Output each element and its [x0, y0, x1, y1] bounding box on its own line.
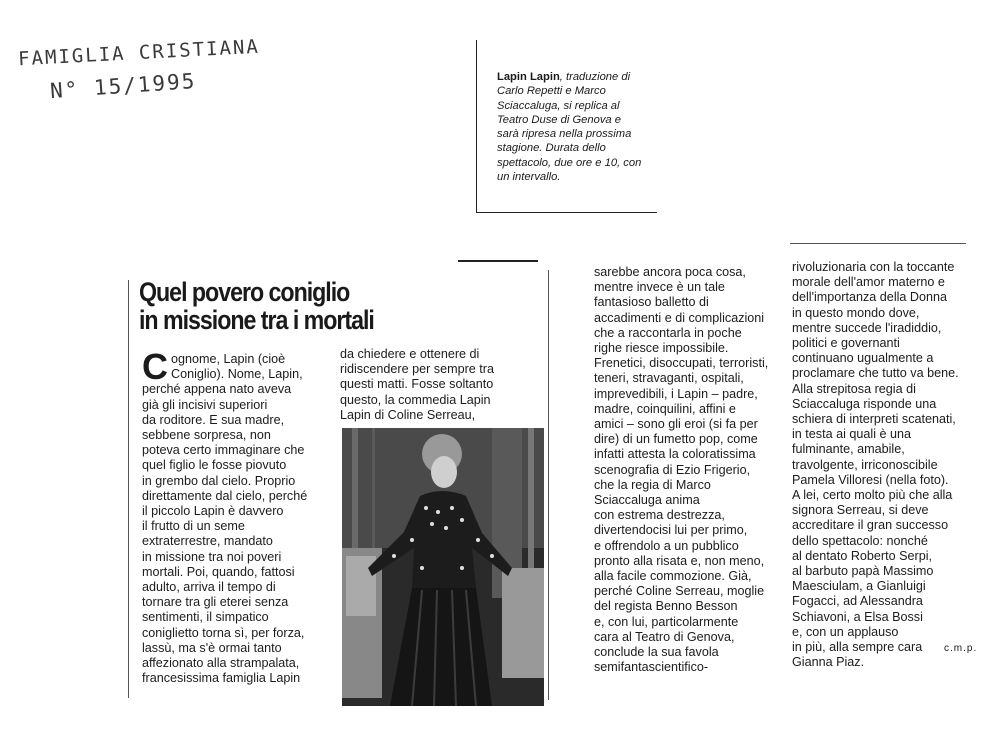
- text-line: scenografia di Ezio Frigerio,: [594, 462, 751, 477]
- text-line: madre, coinquilini, affini e: [594, 401, 736, 416]
- text-line: in grembo dal cielo. Proprio: [142, 473, 296, 488]
- stage-photo-image: [342, 428, 544, 706]
- headline-line-1: Quel povero coniglio: [139, 277, 350, 307]
- text-line: Frenetici, disoccupati, terroristi,: [594, 356, 769, 371]
- text-line: sebbene sorpresa, non: [142, 428, 271, 443]
- text-line: da chiedere e ottenere di: [340, 347, 480, 361]
- text-line: Fogacci, ad Alessandra: [792, 594, 923, 609]
- text-line: in più, alla sempre cara: [792, 640, 923, 655]
- text-line: semifantascientifico-: [594, 660, 709, 675]
- text-line: cara al Teatro di Genova,: [594, 629, 735, 644]
- text-line: Schiavoni, a Elsa Bossi: [792, 609, 923, 624]
- text-line: da roditore. E sua madre,: [142, 412, 285, 427]
- text-line: sentimenti, il simpatico: [142, 610, 269, 625]
- text-line: francesissima famiglia Lapin: [142, 671, 301, 686]
- text-line: righe riesce impossibile.: [594, 341, 729, 356]
- text-line: dell'importanza della Donna: [792, 290, 948, 305]
- text-line: politici e governanti: [792, 336, 900, 351]
- text-line: imprevedibili, i Lapin – padre,: [594, 386, 758, 401]
- text-line: Coniglio). Nome, Lapin,: [171, 367, 303, 382]
- text-line: che a raccontarla in poche: [594, 325, 742, 340]
- text-line: in testa ai quali è una: [792, 427, 912, 442]
- text-line: continuano ugualmente a: [792, 351, 934, 366]
- text-line: accreditare il gran successo: [792, 518, 949, 533]
- right-rule: [790, 243, 966, 244]
- author-signature: c.m.p.: [944, 643, 978, 654]
- article-column-3: [594, 265, 779, 675]
- text-line: affezionato alla strampalata,: [142, 656, 300, 671]
- text-line: adulto, arriva il tempo di: [142, 580, 276, 595]
- text-line: dire) di un fumetto pop, come: [594, 432, 758, 447]
- text-line: Maesciulam, a Gianluigi: [792, 579, 926, 594]
- text-line: il piccolo Lapin è davvero: [142, 504, 284, 519]
- text-line: fulminante, amabile,: [792, 442, 905, 457]
- info-box-title: Lapin Lapin: [497, 71, 560, 83]
- text-line: già gli incisivi superiori: [142, 397, 268, 412]
- text-line: extraterrestre, mandato: [142, 534, 273, 549]
- text-line: Sciaccaluga risponde una: [792, 396, 937, 411]
- text-line: fantasioso balletto di: [594, 295, 709, 310]
- text-line: Alla strepitosa regia di: [792, 381, 916, 396]
- text-line: sarebbe ancora poca cosa,: [594, 265, 746, 279]
- text-line: signora Serreau, si deve: [792, 503, 929, 518]
- text-line: del regista Benno Besson: [594, 599, 738, 614]
- text-line: divertendocisi lui per primo,: [594, 523, 748, 538]
- text-line: questi matti. Fosse soltanto: [340, 377, 494, 392]
- text-line: Sciaccaluga anima: [594, 493, 700, 508]
- text-line: infatti attesta la coloratissima: [594, 447, 756, 462]
- top-rule: [458, 260, 538, 262]
- text-line: in questo mondo dove,: [792, 305, 920, 320]
- info-box-text: [497, 70, 645, 184]
- text-line: mentre invece è un tale: [594, 280, 725, 295]
- text-line: dello spettacolo: nonché: [792, 533, 928, 548]
- text-line: morale dell'amor materno e: [792, 275, 945, 290]
- text-line: con estrema destrezza,: [594, 508, 725, 523]
- text-line: quel figlio le fosse piovuto: [142, 458, 287, 473]
- text-line: conclude la sua favola: [594, 645, 719, 660]
- text-line: accadimenti e di complicazioni: [594, 310, 765, 325]
- text-line: in missione tra noi poveri: [142, 549, 282, 564]
- text-line: al barbuto papà Massimo: [792, 564, 934, 579]
- handwritten-issue-number: N° 15/1995: [49, 68, 198, 104]
- text-line: travolgente, irriconoscibile: [792, 457, 938, 472]
- text-line: Pamela Villoresi (nella foto).: [792, 472, 949, 487]
- text-line: pronto alla risata e, non meno,: [594, 553, 765, 568]
- stage-photo: [342, 428, 544, 706]
- info-box-body: , traduzione di Carlo Repetti e Marco Sciaccaluga, si replica al Teatro Duse di Genova e sarà ripresa nella prossima stagione. Durata dello spettacolo, due ore e 10, con un intervallo.: [497, 71, 642, 184]
- text-line: perché appena nato aveva: [142, 382, 292, 397]
- text-line: e, con lui, particolarmente: [594, 614, 739, 629]
- text-line: teneri, stravaganti, ospitali,: [594, 371, 744, 386]
- text-line: alla facile commozione. Già,: [594, 569, 752, 584]
- text-line: direttamente dal cielo, perché: [142, 488, 308, 503]
- text-line: poteva certo immaginare che: [142, 443, 305, 458]
- article-column-1: [142, 346, 327, 686]
- text-line: rivoluzionaria con la toccante: [792, 260, 955, 274]
- text-line: questo, la commedia Lapin: [340, 392, 491, 407]
- text-line: e, con un applauso: [792, 624, 899, 639]
- text-line: al dentato Roberto Serpi,: [792, 548, 933, 563]
- text-line: ridiscendere per sempre tra: [340, 362, 494, 377]
- text-line: il frutto di un seme: [142, 519, 245, 534]
- text-line: amici – sono gli eroi (si fa per: [594, 417, 758, 432]
- text-line: perché Coline Serreau, moglie: [594, 584, 765, 599]
- info-box: [476, 40, 657, 213]
- handwritten-publication-name: FAMIGLIA CRISTIANA: [17, 35, 261, 71]
- text-line: coniglietto torna sì, per forza,: [142, 625, 305, 640]
- text-line: Gianna Piaz.: [792, 655, 865, 670]
- article-headline: [139, 278, 440, 334]
- text-line: lassù, ma s'è ormai tanto: [142, 640, 282, 655]
- text-line: Lapin di Coline Serreau,: [340, 407, 476, 422]
- text-line: tornare tra gli eterei senza: [142, 595, 289, 610]
- article-column-4: [792, 260, 972, 670]
- text-line: mentre succede l'iradiddio,: [792, 320, 942, 335]
- text-line: schiera di interpreti scatenati,: [792, 412, 956, 427]
- text-line: mortali. Poi, quando, fattosi: [142, 564, 295, 579]
- text-line: ognome, Lapin (cioè: [171, 352, 286, 366]
- headline-line-2: in missione tra i mortali: [139, 305, 374, 335]
- drop-cap: C: [142, 346, 168, 387]
- text-line: proclamare che tutto va bene.: [792, 366, 959, 381]
- middle-column-rule: [548, 270, 549, 700]
- article-column-2: [340, 347, 540, 423]
- text-line: e offrendolo a un pubblico: [594, 538, 739, 553]
- text-line: A lei, certo molto più che alla: [792, 488, 953, 503]
- text-line: che la regia di Marco: [594, 477, 711, 492]
- left-column-rule: [128, 280, 129, 698]
